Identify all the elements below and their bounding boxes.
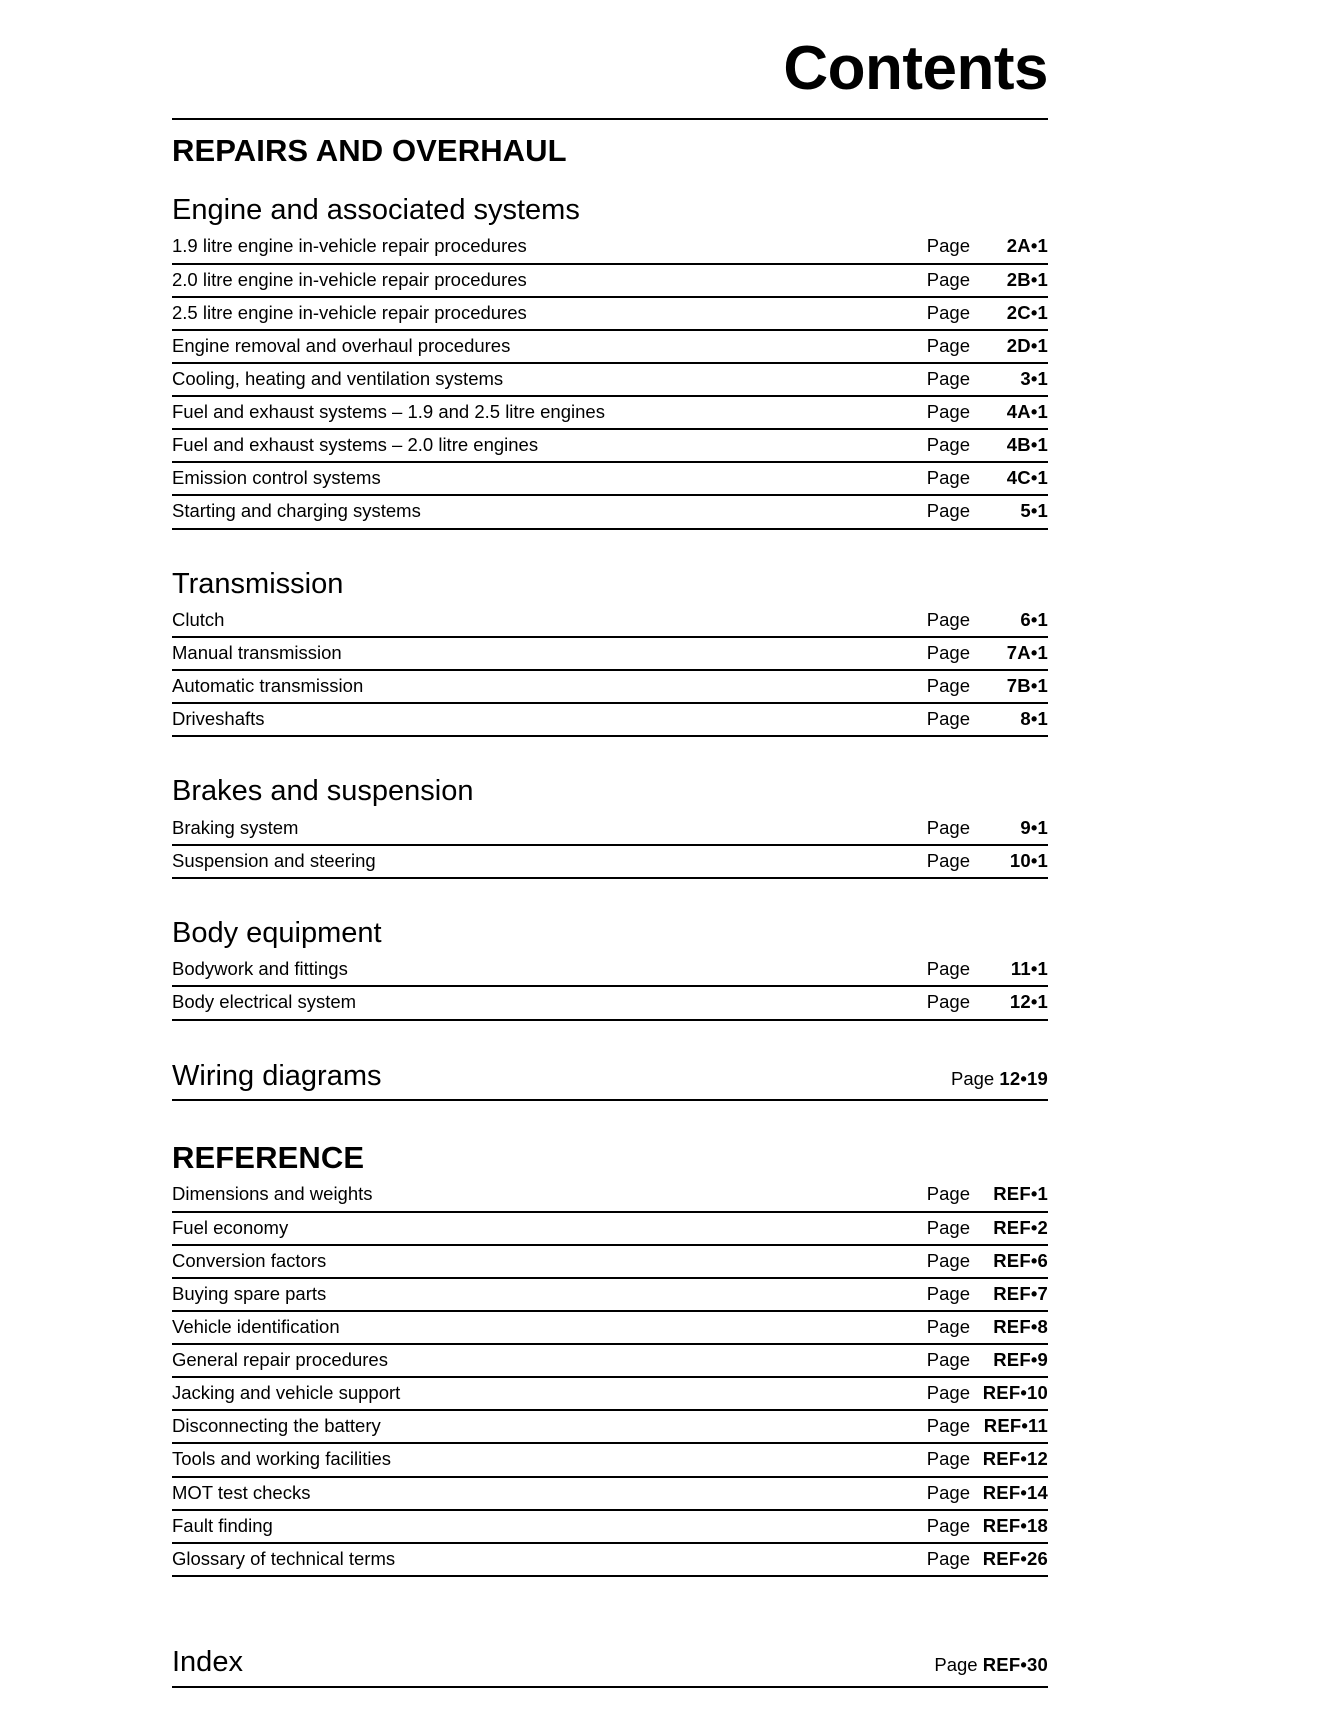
toc-entry-title: Driveshafts — [172, 708, 265, 730]
toc-entry-page-label: Page — [926, 434, 970, 456]
toc-entry-page-label: Page — [926, 991, 970, 1013]
toc-entry-title: Tools and working facilities — [172, 1448, 392, 1470]
toc-entry[interactable] — [172, 605, 1048, 638]
toc-entry-page-number: REF•12 — [982, 1448, 1048, 1470]
toc-entry-page-label: Page — [926, 367, 970, 389]
toc-entry-page — [951, 1067, 1048, 1093]
toc-entry-page-label: Page — [926, 1249, 970, 1271]
toc-entry-page-label: Page — [926, 958, 970, 980]
section-brakes-suspension — [172, 775, 1048, 879]
toc-entry-page-number: REF•9 — [993, 1349, 1048, 1371]
toc-entry-title: Suspension and steering — [172, 849, 376, 871]
toc-entry[interactable] — [172, 1411, 1048, 1444]
toc-entry[interactable] — [172, 954, 1048, 987]
toc-entry-page-number: REF•8 — [993, 1315, 1048, 1337]
toc-entry-wiring-diagrams[interactable] — [172, 1059, 1048, 1102]
toc-entry-page-number: 7A•1 — [1006, 642, 1048, 664]
toc-entry[interactable] — [172, 1444, 1048, 1477]
title-divider — [172, 118, 1048, 120]
toc-entry-page-number: REF•10 — [982, 1382, 1048, 1404]
toc-entry-title: Conversion factors — [172, 1249, 327, 1271]
toc-entry-title: General repair procedures — [172, 1349, 388, 1371]
toc-entry-page-label: Page — [926, 500, 970, 522]
toc-entry-title: Braking system — [172, 816, 299, 838]
toc-entry-title: Body electrical system — [172, 991, 357, 1013]
toc-entry-title: Dimensions and weights — [172, 1183, 373, 1205]
toc-entry-title: Wiring diagrams — [172, 1059, 382, 1092]
toc-entry[interactable] — [172, 704, 1048, 737]
section-body-equipment — [172, 917, 1048, 1021]
toc-entry-title: Glossary of technical terms — [172, 1547, 396, 1569]
toc-entry-page-number: 12•19 — [999, 1067, 1048, 1089]
toc-entry-index[interactable] — [172, 1645, 1048, 1688]
part-heading-repairs: REPAIRS AND OVERHAUL — [172, 133, 567, 168]
toc-entry[interactable] — [172, 1511, 1048, 1544]
toc-entry-title: Automatic transmission — [172, 675, 364, 697]
toc-entry-page-label: Page — [926, 1415, 970, 1437]
toc-entry[interactable] — [172, 496, 1048, 529]
toc-entry-page-label: Page — [926, 1183, 970, 1205]
toc-entry[interactable] — [172, 1345, 1048, 1378]
toc-entry-title: 1.9 litre engine in-vehicle repair procedures — [172, 235, 527, 257]
section-reference-entries — [172, 1179, 1048, 1577]
toc-entry-page-number: 7B•1 — [1006, 675, 1048, 697]
toc-entry-title: Fuel economy — [172, 1216, 289, 1238]
toc-entry-page-label: Page — [926, 1282, 970, 1304]
toc-entry-page-number: REF•7 — [993, 1282, 1048, 1304]
section-heading-engine: Engine and associated systems — [172, 194, 580, 227]
toc-entry-title: Cooling, heating and ventilation systems — [172, 367, 504, 389]
toc-entry-page-number: 4B•1 — [1006, 434, 1048, 456]
toc-entry-page — [934, 1653, 1048, 1679]
toc-entry-page-label: Page — [926, 816, 970, 838]
toc-entry-page-label: Page — [926, 642, 970, 664]
toc-entry-page-number: 6•1 — [1020, 608, 1048, 630]
toc-entry-page-label: Page — [926, 268, 970, 290]
toc-entry-page-label: Page — [934, 1653, 978, 1675]
toc-entry-page-number: 11•1 — [1010, 958, 1048, 980]
section-heading-brakes-suspension: Brakes and suspension — [172, 775, 474, 808]
toc-entry-page-label: Page — [926, 301, 970, 323]
toc-entry-title: Manual transmission — [172, 642, 342, 664]
toc-entry-title: 2.0 litre engine in-vehicle repair procedures — [172, 268, 527, 290]
toc-entry[interactable] — [172, 1312, 1048, 1345]
toc-entry-title: Fuel and exhaust systems – 1.9 and 2.5 litre engines — [172, 401, 605, 423]
toc-entry-page-label: Page — [926, 1481, 970, 1503]
contents-content — [172, 0, 1048, 1688]
toc-entry-title: Emission control systems — [172, 467, 381, 489]
toc-entry[interactable] — [172, 1478, 1048, 1511]
page-title: Contents — [783, 34, 1048, 103]
toc-entry-title: Vehicle identification — [172, 1315, 340, 1337]
toc-entry-page-label: Page — [951, 1067, 995, 1089]
toc-entry-page-label: Page — [926, 1547, 970, 1569]
toc-entry[interactable] — [172, 671, 1048, 704]
toc-entry-title: Bodywork and fittings — [172, 958, 348, 980]
toc-entry-title: Buying spare parts — [172, 1282, 327, 1304]
toc-entry-page-label: Page — [926, 1349, 970, 1371]
toc-entry-page-label: Page — [926, 608, 970, 630]
toc-entry-page-number: 4C•1 — [1006, 467, 1048, 489]
toc-entry[interactable] — [172, 1213, 1048, 1246]
toc-entry-page-number: 2A•1 — [1006, 235, 1048, 257]
section-engine — [172, 194, 1048, 529]
toc-entry-page-number: 10•1 — [1009, 849, 1048, 871]
toc-entry-page-number: 2B•1 — [1006, 268, 1048, 290]
toc-entry-page-number: REF•11 — [983, 1415, 1048, 1437]
toc-entry[interactable] — [172, 638, 1048, 671]
toc-entry[interactable] — [172, 364, 1048, 397]
toc-entry[interactable] — [172, 231, 1048, 264]
toc-entry-page-label: Page — [926, 1315, 970, 1337]
toc-entry-page-label: Page — [926, 1382, 970, 1404]
toc-entry-page-label: Page — [926, 334, 970, 356]
toc-entry[interactable] — [172, 331, 1048, 364]
toc-entry-title: Jacking and vehicle support — [172, 1382, 401, 1404]
toc-entry-page-number: REF•6 — [993, 1249, 1048, 1271]
toc-entry-page-number: 12•1 — [1009, 991, 1048, 1013]
toc-entry-page-label: Page — [926, 1514, 970, 1536]
part-heading-reference: REFERENCE — [172, 1140, 365, 1176]
toc-entry-title: Fuel and exhaust systems – 2.0 litre engines — [172, 434, 539, 456]
toc-entry-page-number: 4A•1 — [1006, 401, 1048, 423]
toc-entry-page-label: Page — [926, 849, 970, 871]
toc-entry-page-number: 9•1 — [1020, 816, 1048, 838]
toc-entry-page-label: Page — [926, 467, 970, 489]
toc-entry-title: 2.5 litre engine in-vehicle repair procedures — [172, 301, 527, 323]
toc-entry-title: Fault finding — [172, 1514, 273, 1536]
section-heading-transmission: Transmission — [172, 567, 344, 600]
toc-entry[interactable] — [172, 397, 1048, 430]
toc-entry[interactable] — [172, 1279, 1048, 1312]
toc-entry[interactable] — [172, 265, 1048, 298]
toc-entry-page-label: Page — [926, 401, 970, 423]
section-transmission — [172, 568, 1048, 738]
toc-entry-page-number: REF•30 — [982, 1653, 1048, 1675]
toc-entry-page-number: 8•1 — [1020, 708, 1048, 730]
toc-entry[interactable] — [172, 1179, 1048, 1212]
toc-entry-title: Index — [172, 1645, 243, 1678]
toc-entry[interactable] — [172, 298, 1048, 331]
toc-entry[interactable] — [172, 813, 1048, 846]
toc-entry[interactable] — [172, 1246, 1048, 1279]
toc-entry[interactable] — [172, 1378, 1048, 1411]
section-spacer — [172, 1101, 1048, 1141]
section-spacer — [172, 1615, 1048, 1645]
toc-entry-page-number: 2C•1 — [1006, 301, 1048, 323]
toc-entry-page-label: Page — [926, 1448, 970, 1470]
section-heading-body-equipment: Body equipment — [172, 917, 382, 949]
toc-entry-page-label: Page — [926, 708, 970, 730]
toc-entry-title: Clutch — [172, 608, 225, 630]
toc-entry-page-number: 3•1 — [1020, 367, 1048, 389]
toc-entry-page-number: 5•1 — [1020, 500, 1048, 522]
toc-entry[interactable] — [172, 846, 1048, 879]
toc-entry-page-number: REF•18 — [982, 1514, 1048, 1536]
toc-entry[interactable] — [172, 430, 1048, 463]
toc-entry[interactable] — [172, 463, 1048, 496]
toc-entry-page-label: Page — [926, 675, 970, 697]
toc-entry-title: Starting and charging systems — [172, 500, 421, 522]
toc-entry-page-label: Page — [926, 235, 970, 257]
toc-entry-page-number: 2D•1 — [1006, 334, 1048, 356]
toc-entry-title: Disconnecting the battery — [172, 1415, 381, 1437]
toc-entry-page-number: REF•14 — [982, 1481, 1048, 1503]
toc-entry-title: Engine removal and overhaul procedures — [172, 334, 511, 356]
toc-entry-page-number: REF•1 — [993, 1183, 1048, 1205]
toc-entry[interactable] — [172, 1544, 1048, 1577]
toc-entry[interactable] — [172, 987, 1048, 1020]
toc-entry-page-number: REF•2 — [993, 1216, 1048, 1238]
toc-entry-title: MOT test checks — [172, 1481, 311, 1503]
toc-entry-page-label: Page — [926, 1216, 970, 1238]
toc-entry-page-number: REF•26 — [982, 1547, 1048, 1569]
